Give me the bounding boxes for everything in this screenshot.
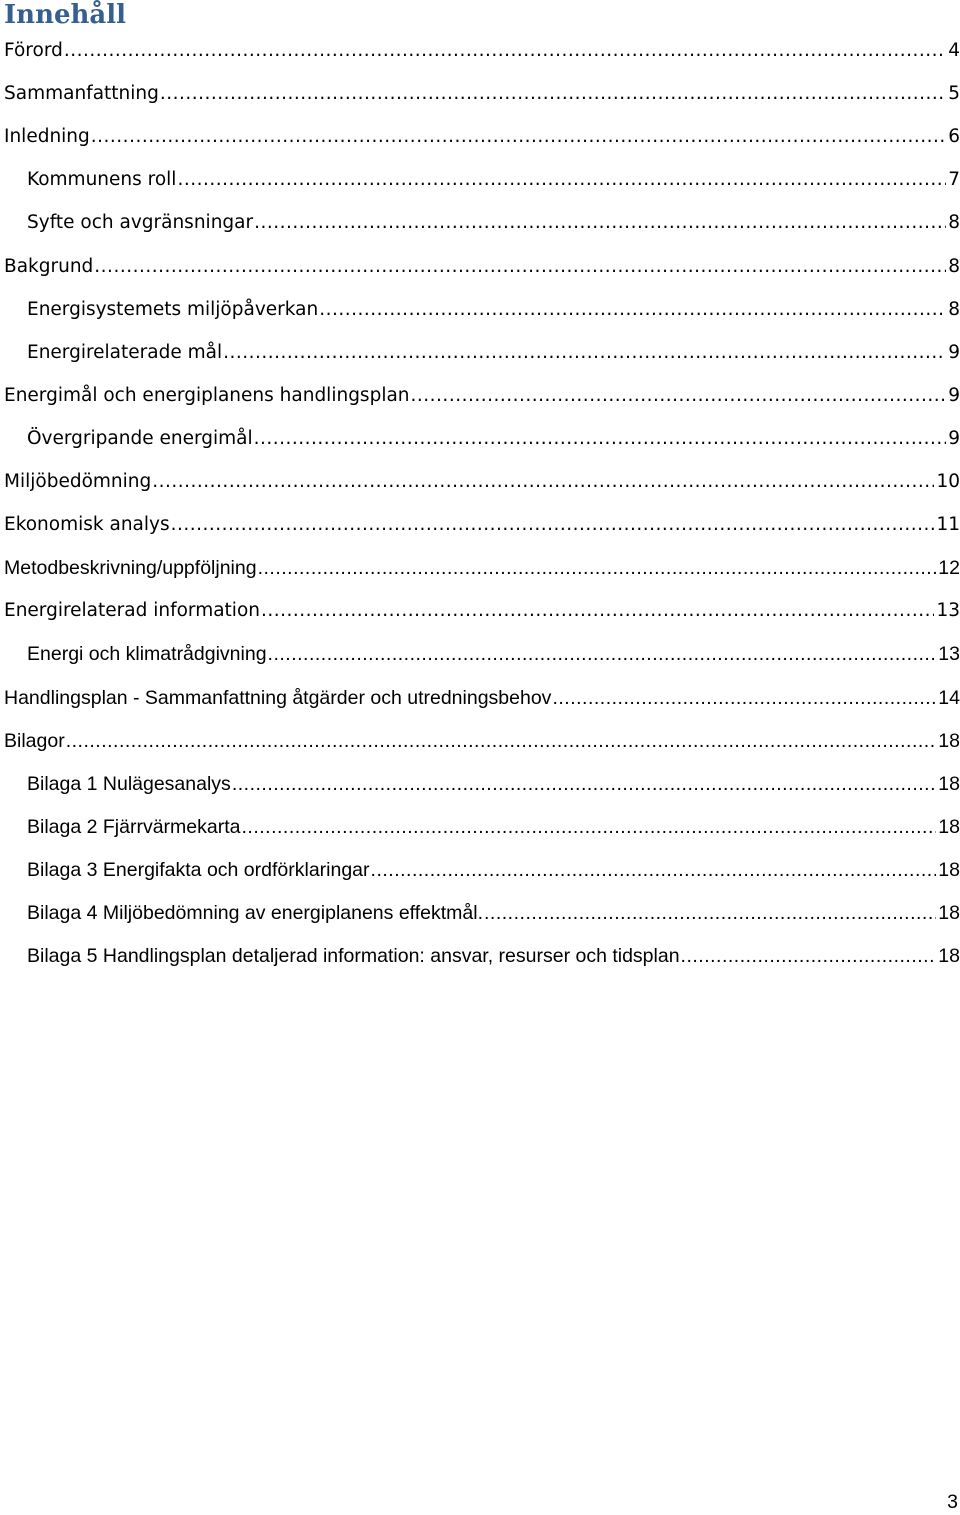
toc-entry[interactable] [27,812,960,842]
toc-entry[interactable] [4,596,960,626]
toc-entry[interactable] [4,510,960,540]
toc-entry-label: Bilaga 3 Energifakta och ordförklaringar [27,858,370,881]
dot-leader [552,683,936,713]
toc-entry-page: 14 [938,686,960,709]
toc-entry-page: 8 [948,298,960,320]
toc-entry-page: 13 [936,600,960,622]
dot-leader [411,381,947,411]
toc-entry[interactable] [4,122,960,152]
toc-entry[interactable] [4,467,960,497]
toc-entry-label: Energirelaterade mål [27,341,223,363]
dot-leader [223,338,946,368]
toc-entry[interactable] [27,295,960,325]
toc-entry-page: 7 [948,169,960,191]
toc-entry-page: 18 [938,858,960,881]
toc-entry-label: Energisystemets miljöpåverkan [27,298,319,320]
toc-entry[interactable] [27,208,960,238]
toc-entry[interactable] [4,252,960,282]
dot-leader [94,252,946,282]
toc-entry-label: Metodbeskrivning/uppföljning [4,557,257,580]
page-number: 3 [947,1491,958,1513]
toc-entry-label: Bilaga 5 Handlingsplan detaljerad information: ansvar, resurser och tidsplan [27,945,680,968]
toc-entry-label: Ekonomisk analys [4,514,170,536]
toc-entry-page: 5 [948,83,960,105]
dot-leader [171,510,935,540]
toc-entry-page: 9 [948,427,960,449]
dot-leader [319,295,946,325]
toc-heading: Innehåll [4,0,127,30]
dot-leader [64,36,946,66]
toc-entry-page: 18 [938,815,960,838]
dot-leader [681,941,937,971]
dot-leader [160,79,946,109]
dot-leader [268,639,937,669]
toc-entry-label: Bakgrund [4,255,94,277]
toc-entry-page: 12 [938,557,960,580]
toc-entry-label: Bilaga 1 Nulägesanalys [27,772,231,795]
toc-entry-label: Bilagor [4,729,65,752]
dot-leader [258,553,937,583]
toc-entry-page: 18 [938,945,960,968]
dot-leader [484,898,936,928]
toc-entry-page: 18 [938,772,960,795]
toc-entry-label: Övergripande energimål [27,427,253,449]
toc-entry-page: 11 [936,514,960,536]
toc-entry-page: 8 [948,255,960,277]
toc-entry[interactable] [4,683,960,713]
toc-entry-label: Energi och klimatrådgivning [27,643,267,666]
toc-entry-label: Bilaga 2 Fjärrvärmekarta [27,815,241,838]
toc-entry-label: Syfte och avgränsningar [27,212,254,234]
toc-entry[interactable] [27,941,960,971]
toc-entry-page: 4 [948,40,960,61]
toc-entry-label: Miljöbedömning [4,471,152,492]
toc-entry[interactable] [27,165,960,195]
dot-leader [242,812,937,842]
dot-leader [232,769,936,799]
dot-leader [177,165,946,195]
toc-entry[interactable] [27,424,960,454]
toc-entry[interactable] [27,898,960,928]
dot-leader [254,424,947,454]
toc-entry-page: 18 [938,902,960,924]
toc-entry[interactable] [4,79,960,109]
toc-entry-page: 9 [948,341,960,363]
dot-leader [66,726,937,756]
dot-leader [261,596,934,626]
toc-entry-page: 8 [948,212,960,234]
toc-entry[interactable] [27,338,960,368]
dot-leader [91,122,946,152]
toc-entry-label: Energimål och energiplanens handlingsplan [4,384,410,406]
toc-entry[interactable] [4,553,960,583]
toc-entry[interactable] [4,726,960,756]
toc-entry[interactable] [4,36,960,66]
toc-entry-label: Kommunens roll [27,169,177,191]
dot-leader [371,855,937,885]
toc-entry-page: 18 [938,729,960,752]
toc-entry-label: Bilaga 4 Miljöbedömning av energiplanens effektmål. [27,902,484,924]
toc-entry[interactable] [27,639,960,669]
toc-entry-page: 10 [936,471,960,492]
toc-entry-label: Energirelaterad information [4,600,260,622]
toc-entry[interactable] [27,769,960,799]
toc-entry[interactable] [27,855,960,885]
toc-entry-label: Inledning [4,126,90,148]
toc-entry-label: Förord [4,40,63,61]
toc-entry-label: Handlingsplan - Sammanfattning åtgärder och utredningsbehov [4,686,552,709]
toc-entry-page: 6 [948,126,960,148]
toc-entry-label: Sammanfattning [4,83,159,105]
toc-entry-page: 9 [948,384,960,406]
dot-leader [152,467,934,497]
dot-leader [254,208,946,238]
toc-entry[interactable] [4,381,960,411]
toc-entry-page: 13 [938,643,960,666]
